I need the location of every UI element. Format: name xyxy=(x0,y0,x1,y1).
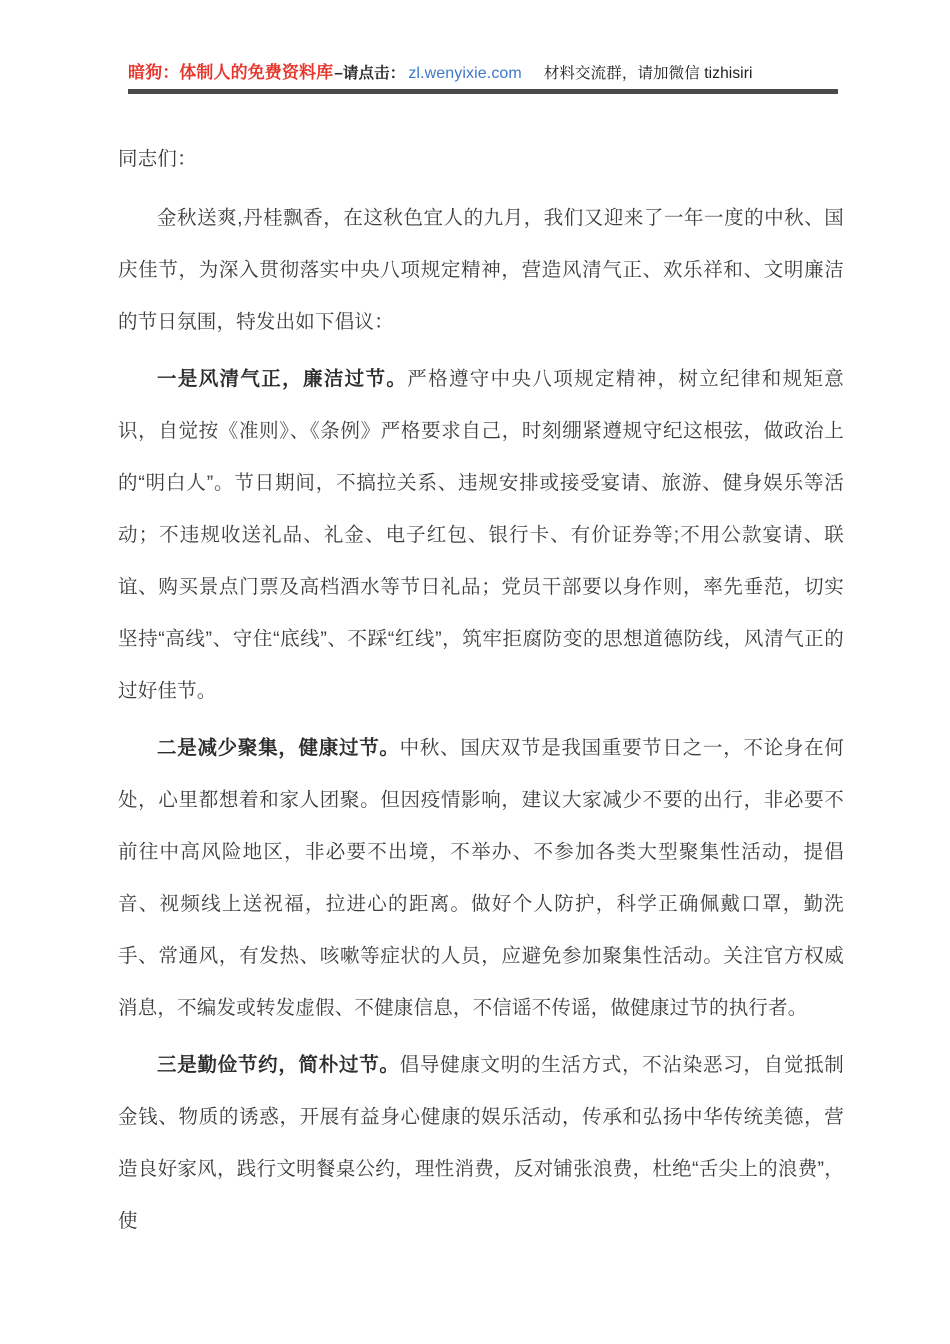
promo-url-link[interactable]: zl.wenyixie.com xyxy=(408,65,522,82)
section-paragraph-1 xyxy=(118,353,844,717)
intro-paragraph: 金秋送爽,丹桂飘香，在这秋色宜人的九月，我们又迎来了一年一度的中秋、国庆佳节，为深入贯彻落实中央八项规定精神，营造风清气正、欢乐祥和、文明廉洁的节日氛围，特发出如下倡议： xyxy=(118,207,844,333)
salutation-line: 同志们： xyxy=(118,148,197,170)
section-body-3: 倡导健康文明的生活方式，不沾染恶习，自觉抵制金钱、物质的诱惑，开展有益身心健康的娱乐活动，传承和弘扬中华传统美德，营造良好家风，践行文明餐桌公约，理性消费，反对铺张浪费，杜绝“舌尖上的浪费”，使 xyxy=(118,1054,844,1232)
promo-banner-line xyxy=(128,60,838,87)
section-body-1: 严格遵守中央八项规定精神，树立纪律和规矩意识，自觉按《准则》、《条例》严格要求自己，时刻绷紧遵规守纪这根弦，做政治上的“明白人”。节日期间，不搞拉关系、违规安排或接受宴请、旅游、健身娱乐等活动；不违规收送礼品、礼金、电子红包、银行卡、有价证券等;不用公款宴请、联谊、购买景点门票及高档酒水等节日礼品；党员干部要以身作则，率先垂范，切实坚持“高线”、守住“底线”、不踩“红线”，筑牢拒腐防变的思想道德防线，风清气正的过好佳节。 xyxy=(118,368,844,702)
promo-contact-text: 材料交流群，请加微信 tizhisiri xyxy=(543,65,753,82)
header-divider-rule xyxy=(128,89,838,94)
document-body xyxy=(118,133,844,1252)
section-lead-3: 三是勤俭节约，简朴过节。 xyxy=(157,1054,400,1076)
section-paragraph-3 xyxy=(118,1039,844,1247)
section-lead-1: 一是风清气正，廉洁过节。 xyxy=(157,368,408,390)
section-lead-2: 二是减少聚集，健康过节。 xyxy=(157,737,400,759)
promo-click-label: –请点击： xyxy=(334,65,406,82)
promo-brand-text: 暗狗：体制人的免费资料库 xyxy=(128,63,334,82)
section-paragraph-2 xyxy=(118,722,844,1034)
section-body-2: 中秋、国庆双节是我国重要节日之一，不论身在何处，心里都想着和家人团聚。但因疫情影响，建议大家减少不要的出行，非必要不前往中高风险地区，非必要不出境，不举办、不参加各类大型聚集性活动，提倡音、视频线上送祝福，拉进心的距离。做好个人防护，科学正确佩戴口罩，勤洗手、常通风，有发热、咳嗽等症状的人员，应避免参加聚集性活动。关注官方权威消息，不编发或转发虚假、不健康信息，不信谣不传谣，做健康过节的执行者。 xyxy=(118,737,844,1019)
